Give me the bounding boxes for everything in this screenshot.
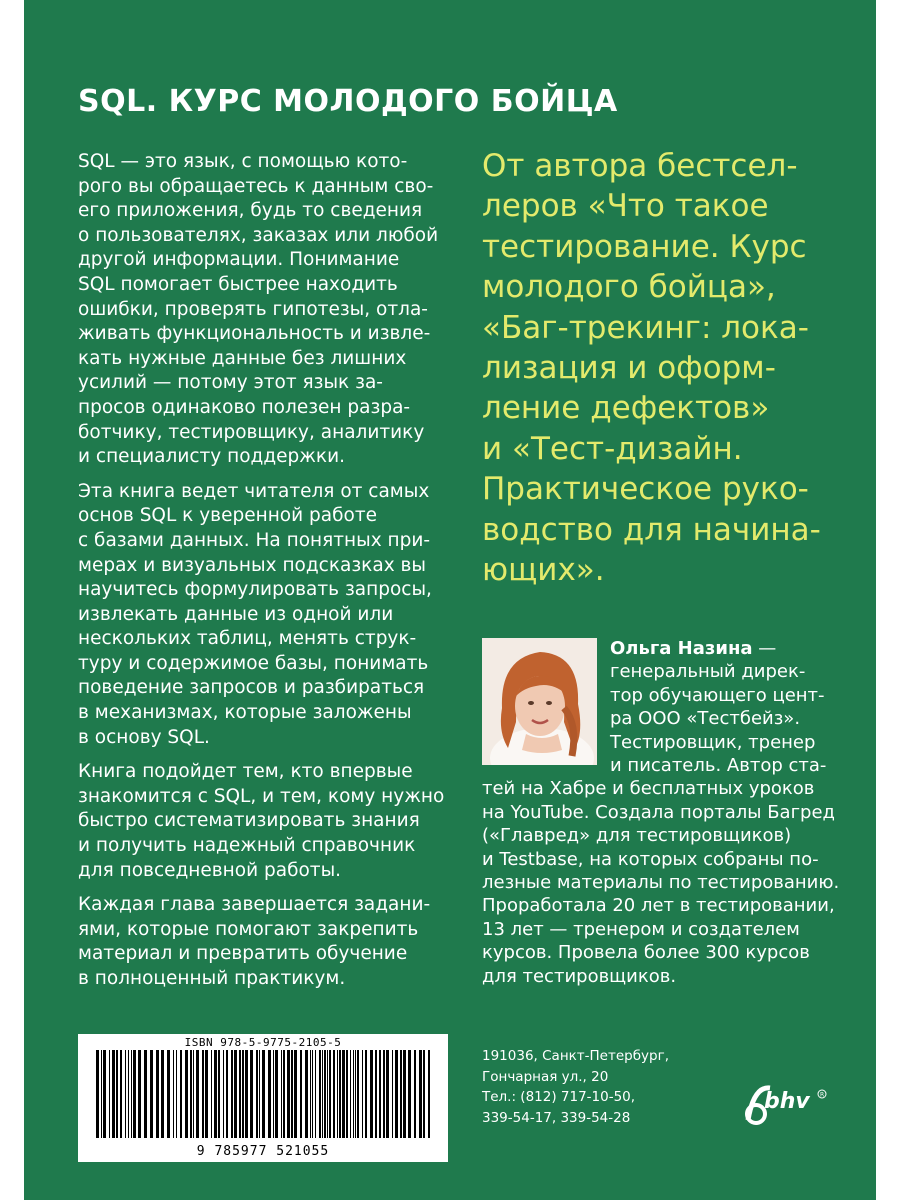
barcode-bar xyxy=(103,1050,106,1138)
barcode-bars xyxy=(84,1050,442,1140)
barcode-bar xyxy=(353,1050,354,1138)
barcode-bar xyxy=(287,1050,290,1138)
barcode-bar xyxy=(116,1050,118,1138)
barcode-bar xyxy=(365,1050,367,1138)
barcode-bar xyxy=(242,1050,244,1138)
barcode-bar xyxy=(315,1050,316,1138)
author-quote: От автора бестсел- леров «Что такое тестирование. Курс молодого бойца», «Баг-трекинг: лока- лизация и оформ- ление дефектов» и «Тест-дизайн. Практическое руко- водство для начина- ющих». xyxy=(482,148,821,589)
barcode-bar xyxy=(324,1050,326,1138)
barcode-bar xyxy=(101,1050,102,1138)
barcode-bar xyxy=(256,1050,258,1138)
isbn-barcode xyxy=(78,1034,448,1162)
barcode-bar xyxy=(283,1050,285,1138)
barcode-bar xyxy=(262,1050,265,1138)
book-description xyxy=(78,150,468,1002)
barcode-bar xyxy=(180,1050,182,1138)
barcode-bar xyxy=(291,1050,293,1138)
barcode-bar xyxy=(400,1050,402,1138)
barcode-bar xyxy=(211,1050,212,1138)
barcode-bar xyxy=(190,1050,192,1138)
description-paragraph-3: Книга подойдет тем, кто впервые знакомится с SQL, и тем, кому нужно быстро систематизировать знания и получить надежный справочник для повседневной работы. xyxy=(78,761,445,881)
barcode-bar xyxy=(144,1050,147,1138)
barcode-bar xyxy=(395,1050,398,1138)
barcode-bar xyxy=(333,1050,335,1138)
barcode-bar xyxy=(375,1050,377,1138)
barcode-bar xyxy=(275,1050,278,1138)
barcode-bar xyxy=(226,1050,228,1138)
barcode-bar xyxy=(423,1050,425,1138)
barcode-bar xyxy=(109,1050,110,1138)
barcode-bar xyxy=(281,1050,282,1138)
barcode-bar xyxy=(167,1050,170,1138)
barcode-bar xyxy=(419,1050,422,1138)
barcode-bar xyxy=(322,1050,323,1138)
barcode-bar xyxy=(259,1050,260,1138)
barcode-bar xyxy=(342,1050,345,1138)
author-bio: Ольга Назина — генеральный дирек- тор обучающего цент- ра ООО «Тестбейз». Тестировщик, тренер и писатель. Автор ста- тей на Хабре и бесплатных уроков на YouTube. Создала порталы Багред («Главред» для тестировщиков) и Testbase, на которых собраны по- лезные материалы по тестированию. Проработала 20 лет в тестировании, 13 лет — тренером и создателем курсов. Провела более 300 курсов для тестировщиков. xyxy=(482,638,840,987)
book-title: SQL. КУРС МОЛОДОГО БОЙЦА xyxy=(78,84,618,119)
publisher-address: 191036, Санкт-Петербург, Гончарная ул., 20 Тел.: (812) 717-10-50, 339-54-17, 339-54-28 xyxy=(482,1048,669,1126)
barcode-bar xyxy=(112,1050,115,1138)
barcode-bar xyxy=(138,1050,141,1138)
bhv-logo xyxy=(740,1080,830,1130)
barcode-bar xyxy=(205,1050,208,1138)
barcode-bar xyxy=(125,1050,126,1138)
barcode-bar xyxy=(185,1050,188,1138)
barcode-bar xyxy=(379,1050,381,1138)
barcode-bar xyxy=(120,1050,122,1138)
barcode-bar xyxy=(337,1050,338,1138)
barcode-bar xyxy=(350,1050,351,1138)
barcode-bar xyxy=(357,1050,359,1138)
barcode-bar xyxy=(133,1050,136,1138)
barcode-bar xyxy=(176,1050,177,1138)
barcode-bar xyxy=(131,1050,132,1138)
barcode-bar xyxy=(305,1050,308,1138)
barcode-digits: 9 785977 521055 xyxy=(196,1144,330,1159)
barcode-bar xyxy=(231,1050,233,1138)
barcode-bar xyxy=(355,1050,356,1138)
barcode-bar xyxy=(408,1050,411,1138)
barcode-bar xyxy=(273,1050,274,1138)
barcode-bar xyxy=(386,1050,389,1138)
barcode-bar xyxy=(161,1050,164,1138)
barcode-bar xyxy=(346,1050,348,1138)
barcode-bar xyxy=(150,1050,153,1138)
barcode-bar xyxy=(193,1050,194,1138)
barcode-bar xyxy=(214,1050,217,1138)
barcode-bar xyxy=(319,1050,321,1138)
barcode-bar xyxy=(310,1050,311,1138)
svg-text:R: R xyxy=(820,1091,825,1099)
barcode-bar xyxy=(196,1050,199,1138)
barcode-bar xyxy=(403,1050,406,1138)
barcode-bar xyxy=(218,1050,220,1138)
barcode-bar xyxy=(234,1050,237,1138)
description-paragraph-2: Эта книга ведет читателя от самых основ SQL к уверенной работе с базами данных. На понятных при- мерах и визуальных подсказках вы научитесь формулировать запросы, извлекать данные из одной или нескольких таблиц, менять струк- туру и содержимое базы, понимать поведение запросов и разбираться в механизмах, которые заложены в основу SQL. xyxy=(78,480,432,748)
barcode-bar xyxy=(202,1050,204,1138)
svg-text:bhv: bhv xyxy=(764,1089,810,1114)
barcode-bar xyxy=(156,1050,159,1138)
isbn-text: ISBN 978-5-9775-2105-5 xyxy=(184,1036,342,1049)
description-paragraph-1: SQL — это язык, с помощью кото- рого вы обращаетесь к данным сво- его приложения, будь то сведения о пользователях, заказах или любой другой информации. Понимание SQL помогает быстрее находить ошибки, проверять гипотезы, отла- живать функциональность и извле- кать нужные данные без лишних усилий — потому этот язык за- просов одинаково полезен разра- ботчику, тестировщику, аналитику и специалисту поддержки. xyxy=(78,151,439,468)
barcode-bar xyxy=(268,1050,271,1138)
barcode-bar xyxy=(245,1050,248,1138)
barcode-bar xyxy=(250,1050,253,1138)
barcode-bar xyxy=(294,1050,297,1138)
barcode-bar xyxy=(339,1050,341,1138)
barcode-bar xyxy=(428,1050,430,1138)
barcode-bar xyxy=(383,1050,385,1138)
barcode-bar xyxy=(223,1050,224,1138)
barcode-bar xyxy=(300,1050,302,1138)
barcode-bar xyxy=(362,1050,363,1138)
barcode-bar xyxy=(96,1050,99,1138)
barcode-bar xyxy=(173,1050,174,1138)
barcode-bar xyxy=(312,1050,313,1138)
barcode-bar xyxy=(128,1050,129,1138)
barcode-bar xyxy=(239,1050,241,1138)
barcode-bar xyxy=(414,1050,416,1138)
description-paragraph-4: Каждая глава завершается задани- ями, которые помогают закрепить материал и превратить обучение в полноценный практикум. xyxy=(78,894,431,989)
author-name: Ольга Назина xyxy=(610,638,753,659)
barcode-bar xyxy=(392,1050,393,1138)
barcode-bar xyxy=(370,1050,373,1138)
barcode-bar xyxy=(327,1050,328,1138)
barcode-bar xyxy=(329,1050,331,1138)
